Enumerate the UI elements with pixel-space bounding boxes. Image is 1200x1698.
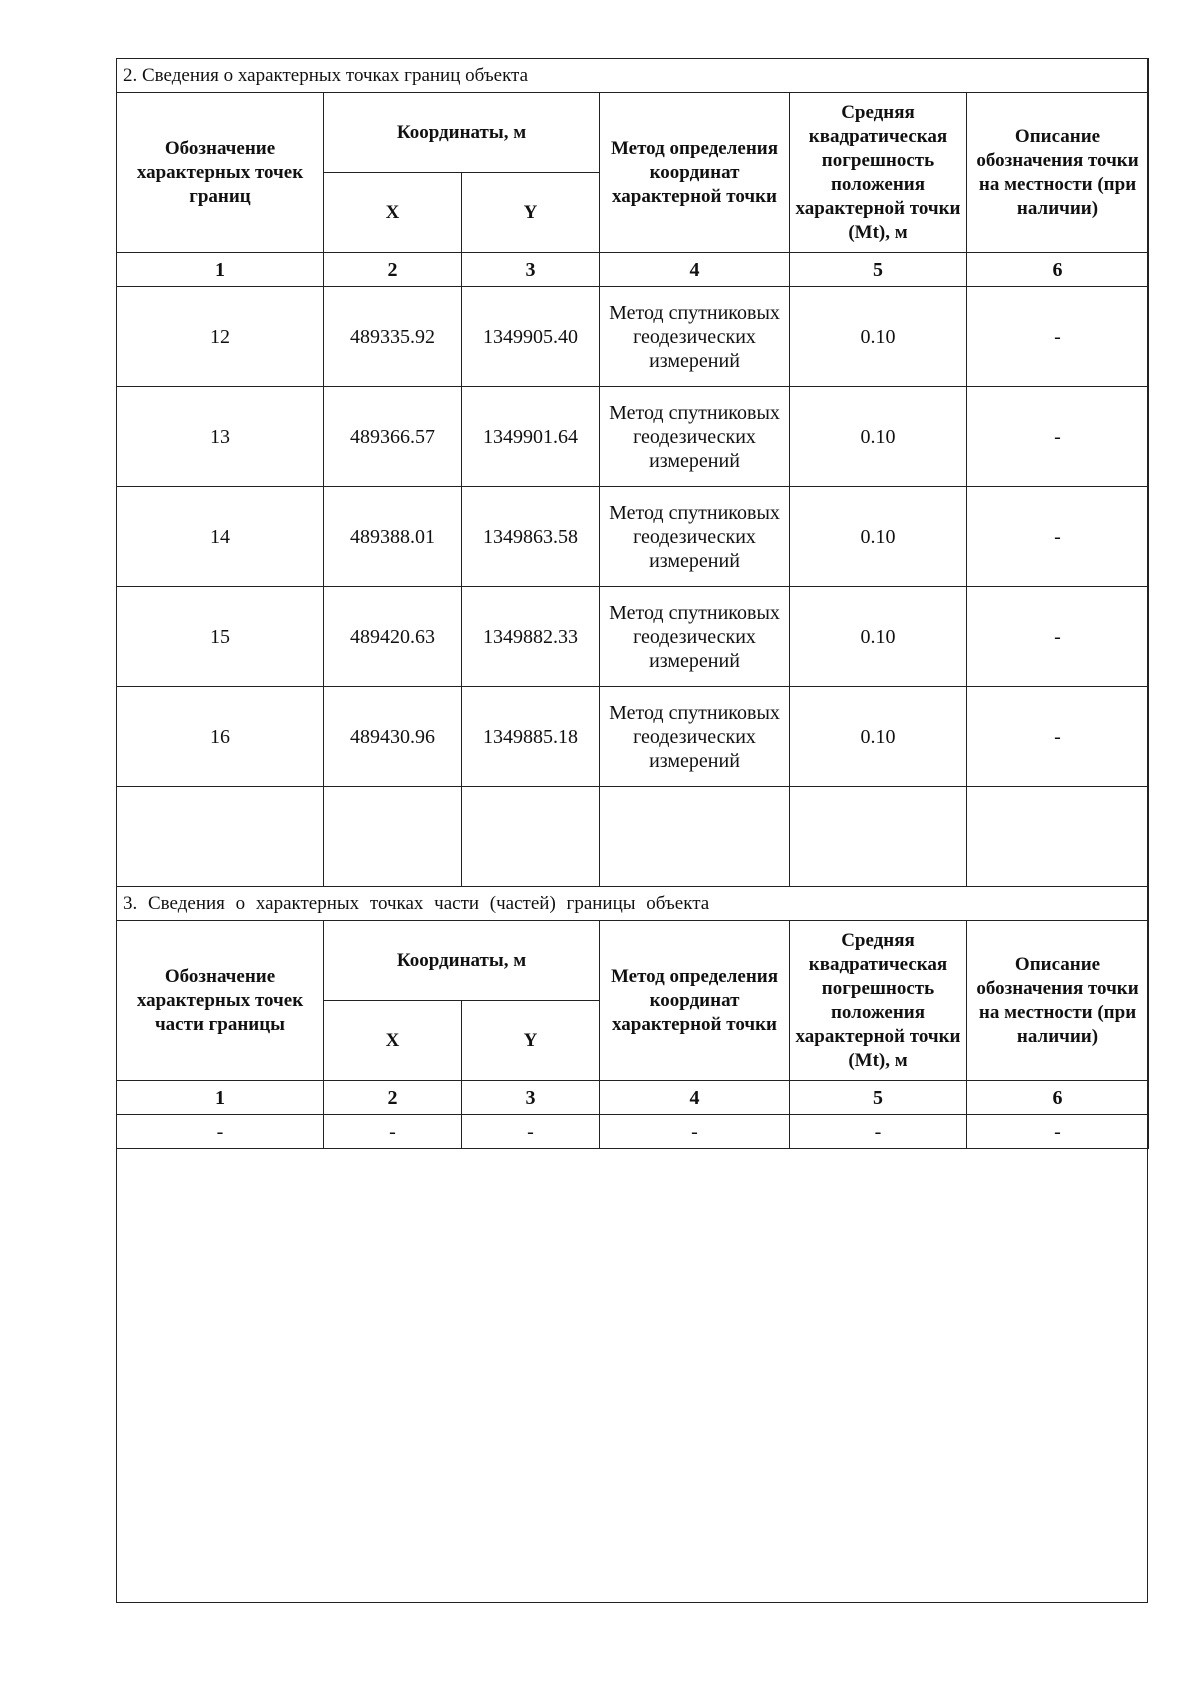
description: - bbox=[967, 587, 1149, 687]
header-x: X bbox=[324, 173, 462, 253]
boundary-points-table bbox=[116, 58, 1149, 1149]
mt-value: 0.10 bbox=[790, 287, 967, 387]
method: Метод спутниковых геодезических измерений bbox=[600, 287, 790, 387]
col-number: 6 bbox=[967, 253, 1149, 287]
point-number: 12 bbox=[117, 287, 324, 387]
header-description: Описание обозначения точки на местности (при наличии) bbox=[967, 93, 1149, 253]
point-number: 14 bbox=[117, 487, 324, 587]
empty-cell: - bbox=[117, 1115, 324, 1149]
col-number: 3 bbox=[462, 1081, 600, 1115]
section-3-title: 3. Сведения о характерных точках части (частей) границы объекта bbox=[117, 887, 1149, 921]
coord-y: 1349905.40 bbox=[462, 287, 600, 387]
point-number: 15 bbox=[117, 587, 324, 687]
description: - bbox=[967, 487, 1149, 587]
coord-x: 489430.96 bbox=[324, 687, 462, 787]
table-row bbox=[117, 487, 1149, 587]
description: - bbox=[967, 687, 1149, 787]
header-designation: Обозначение характерных точек границ bbox=[117, 93, 324, 253]
description: - bbox=[967, 287, 1149, 387]
col-number: 1 bbox=[117, 1081, 324, 1115]
section-2-title: 2. Сведения о характерных точках границ объекта bbox=[117, 59, 1149, 93]
description: - bbox=[967, 387, 1149, 487]
header-x: X bbox=[324, 1001, 462, 1081]
mt-value: 0.10 bbox=[790, 687, 967, 787]
empty-cell: - bbox=[790, 1115, 967, 1149]
coord-x: 489420.63 bbox=[324, 587, 462, 687]
coord-x: 489388.01 bbox=[324, 487, 462, 587]
coord-x: 489335.92 bbox=[324, 287, 462, 387]
point-number bbox=[117, 787, 324, 887]
mt-value bbox=[790, 787, 967, 887]
empty-cell: - bbox=[324, 1115, 462, 1149]
description bbox=[967, 787, 1149, 887]
coord-y: 1349885.18 bbox=[462, 687, 600, 787]
method: Метод спутниковых геодезических измерений bbox=[600, 387, 790, 487]
header-designation-part: Обозначение характерных точек части границы bbox=[117, 921, 324, 1081]
point-number: 16 bbox=[117, 687, 324, 787]
col-number: 2 bbox=[324, 1081, 462, 1115]
table-row bbox=[117, 587, 1149, 687]
coord-y bbox=[462, 787, 600, 887]
empty-cell: - bbox=[967, 1115, 1149, 1149]
header-y: Y bbox=[462, 173, 600, 253]
header-error: Средняя квадратическая погрешность положения характерной точки (Mt), м bbox=[790, 921, 967, 1081]
table-row bbox=[117, 387, 1149, 487]
header-description: Описание обозначения точки на местности (при наличии) bbox=[967, 921, 1149, 1081]
method: Метод спутниковых геодезических измерений bbox=[600, 587, 790, 687]
col-number: 6 bbox=[967, 1081, 1149, 1115]
method bbox=[600, 787, 790, 887]
header-method: Метод определения координат характерной точки bbox=[600, 93, 790, 253]
header-y: Y bbox=[462, 1001, 600, 1081]
col-number: 4 bbox=[600, 253, 790, 287]
coord-y: 1349863.58 bbox=[462, 487, 600, 587]
coord-y: 1349882.33 bbox=[462, 587, 600, 687]
header-coordinates: Координаты, м bbox=[324, 921, 600, 1001]
empty-cell: - bbox=[462, 1115, 600, 1149]
col-number: 5 bbox=[790, 253, 967, 287]
table-row bbox=[117, 687, 1149, 787]
col-number: 4 bbox=[600, 1081, 790, 1115]
table-row bbox=[117, 787, 1149, 887]
empty-cell: - bbox=[600, 1115, 790, 1149]
col-number: 3 bbox=[462, 253, 600, 287]
header-method: Метод определения координат характерной точки bbox=[600, 921, 790, 1081]
method: Метод спутниковых геодезических измерений bbox=[600, 487, 790, 587]
header-coordinates: Координаты, м bbox=[324, 93, 600, 173]
method: Метод спутниковых геодезических измерений bbox=[600, 687, 790, 787]
mt-value: 0.10 bbox=[790, 587, 967, 687]
point-number: 13 bbox=[117, 387, 324, 487]
col-number: 5 bbox=[790, 1081, 967, 1115]
mt-value: 0.10 bbox=[790, 387, 967, 487]
mt-value: 0.10 bbox=[790, 487, 967, 587]
coord-y: 1349901.64 bbox=[462, 387, 600, 487]
coord-x: 489366.57 bbox=[324, 387, 462, 487]
header-error: Средняя квадратическая погрешность положения характерной точки (Mt), м bbox=[790, 93, 967, 253]
table-row bbox=[117, 287, 1149, 387]
col-number: 2 bbox=[324, 253, 462, 287]
coord-x bbox=[324, 787, 462, 887]
col-number: 1 bbox=[117, 253, 324, 287]
table-row bbox=[117, 1115, 1149, 1149]
